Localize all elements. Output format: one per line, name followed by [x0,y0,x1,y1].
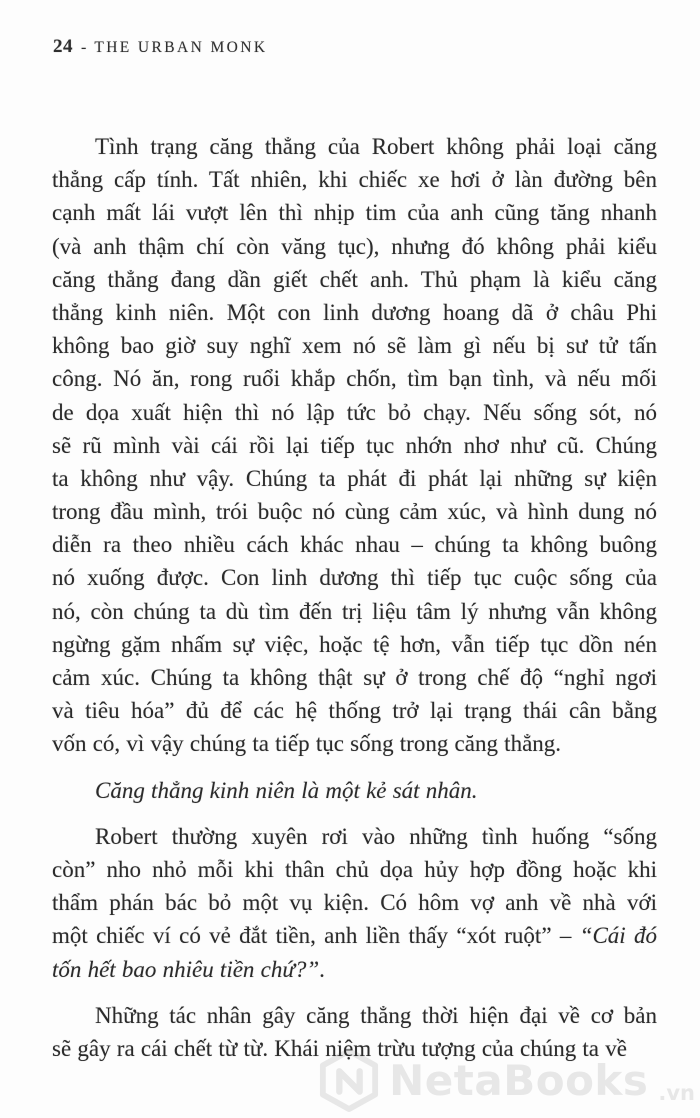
text-segment: ngừng gặm nhấm sự việc, hoặc tệ hơn, vẫn tiếp tục dồn nén [52,631,657,657]
watermark-tld: .vn [658,1081,695,1105]
text-line [52,196,657,229]
text-segment: “Cái đó [579,923,658,949]
text-segment: Robert thường xuyên rơi vào những tình huống “sống [95,823,657,849]
text-segment: nó xuống được. Con linh dương thì tiếp tục cuộc sống của [52,565,657,591]
text-segment: thẳng cấp tính. Tất nhiên, khi chiếc xe hơi ở làn đường bên [52,167,657,193]
text-segment: Căng thẳng kinh niên là một kẻ sát nhân. [95,777,478,803]
text-segment: trong đầu mình, trói buộc nó cùng cảm xúc, và hình dung nó [52,499,657,525]
text-line [52,495,657,528]
text-line [52,694,657,727]
header-separator: - [81,39,87,56]
text-segment: vốn có, vì vậy chúng ta tiếp tục sống trong căng thẳng. [52,731,562,757]
text-line [52,130,657,163]
text-line [52,230,657,263]
quote-paragraph [52,774,657,807]
watermark-name: NetaBooks [389,1055,649,1105]
text-line [52,886,657,919]
text-line [52,429,657,462]
text-line [52,528,657,561]
text-segment: cạnh mất lái vượt lên thì nhịp tim của anh cũng tăng nhanh [52,200,657,226]
text-segment: . [319,956,325,982]
text-line [52,820,657,853]
text-line [52,727,657,760]
text-line [52,595,657,628]
text-segment: diễn ra theo nhiều cách khác nhau – chúng ta không buông [52,532,657,558]
text-segment: nó, còn chúng ta dù tìm đến trị liệu tâm lý nhưng vẫn không [52,598,657,624]
page-body [52,130,657,1065]
paragraph [52,130,657,761]
text-segment: tốn hết bao nhiêu tiền chứ?” [52,956,320,982]
text-segment: sẽ gây ra cái chết từ từ. Khái niệm trừu tượng của chúng ta về [52,1035,627,1061]
text-line [52,919,657,952]
text-segment: sẽ rũ mình vài cái rồi lại tiếp tục nhớn nhơ như cũ. Chúng [52,432,657,458]
text-line [52,628,657,661]
paragraph [52,999,657,1065]
text-segment: ta không như vậy. Chúng ta phát đi phát lại những sự kiện [52,465,657,491]
text-segment: thẳng kinh niên. Một con linh dương hoang dã ở châu Phi [52,299,657,325]
text-segment: còn” nho nhỏ mỗi khi thân chủ dọa hủy hợp đồng hoặc khi [52,856,657,882]
text-segment: căng thẳng đang dần giết chết anh. Thủ phạm là kiểu căng [52,266,657,292]
text-line [52,561,657,594]
text-segment: và tiêu hóa” đủ để các hệ thống trở lại trạng thái cân bằng [52,698,657,724]
book-title: THE URBAN MONK [94,39,268,56]
text-segment: (và anh thậm chí còn văng tục), nhưng đó không phải kiểu [52,233,657,259]
text-line [52,999,657,1032]
text-segment: một chiếc ví có vẻ đắt tiền, anh liền thấy “xót ruột” – [52,923,580,949]
text-line [52,953,657,986]
text-segment: công. Nó ăn, rong ruổi khắp chốn, tìm bạn tình, và nếu mối [52,366,657,392]
text-line [52,1032,657,1065]
text-segment: Tình trạng căng thẳng của Robert không phải loại căng [95,134,657,159]
text-line [52,853,657,886]
text-line [52,329,657,362]
text-line [52,462,657,495]
paragraph [52,820,657,986]
text-segment: de dọa xuất hiện thì nó lập tức bỏ chạy. Nếu sống sót, nó [52,399,657,425]
text-line [52,296,657,329]
text-segment: không bao giờ suy nghĩ xem nó sẽ làm gì nếu bị sư tử tấn [52,333,657,359]
text-line [52,263,657,296]
text-line [52,774,657,807]
text-line [52,396,657,429]
running-head [53,36,267,58]
text-segment: Những tác nhân gây căng thẳng thời hiện đại về cơ bản [95,1002,657,1028]
text-segment: cảm xúc. Chúng ta không thật sự ở trong chế độ “nghỉ ngơi [52,665,657,690]
text-line [52,163,657,196]
text-line [52,661,657,694]
page-number: 24 [53,36,73,57]
text-line [52,362,657,395]
text-segment: thẩm phán bác bỏ một vụ kiện. Có hôm vợ anh về nhà với [52,890,657,916]
